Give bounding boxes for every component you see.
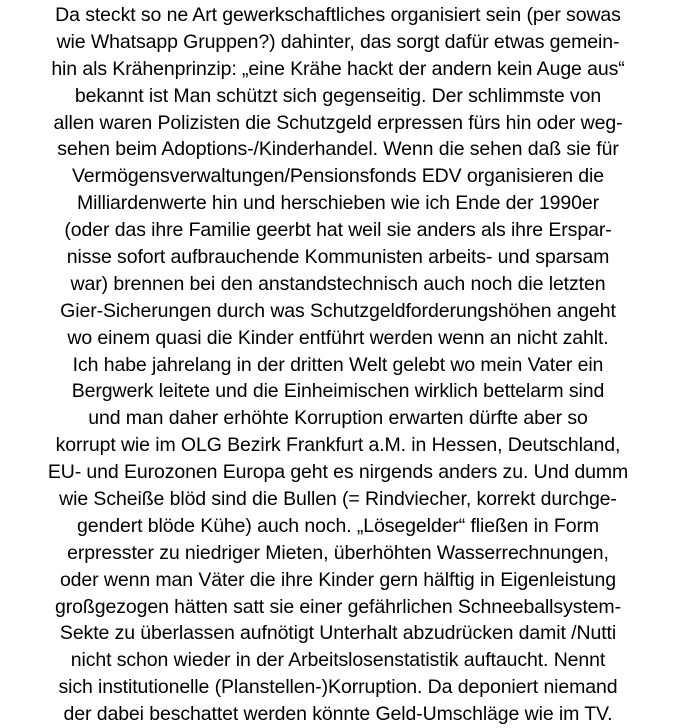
text-line: gendert blöde Kühe) auch noch. „Lösegelder“ fließen in Form bbox=[77, 514, 599, 537]
text-line: Vermögensverwaltungen/Pensionsfonds EDV organisieren die bbox=[71, 165, 605, 188]
text-line: Bergwerk leitete und die Einheimischen wirklich bettelarm sind bbox=[71, 380, 605, 403]
text-line: nisse sofort aufbrauchende Kommunisten arbeits- und sparsam bbox=[66, 246, 610, 269]
text-line: wie Whatsapp Gruppen?) dahinter, das sorgt dafür etwas gemein- bbox=[56, 30, 620, 53]
text-line: allen waren Polizisten die Schutzgeld erpressen fürs hin oder weg- bbox=[53, 111, 623, 134]
text-line: wo einem quasi die Kinder entführt werden wenn an nicht zahlt. bbox=[67, 326, 609, 349]
text-line: wie Scheiße blöd sind die Bullen (= Rindviecher, korrekt durchge- bbox=[59, 488, 617, 511]
text-line: erpresster zu niedriger Mieten, überhöhten Wasserrechnungen, bbox=[67, 541, 609, 564]
text-line: Milliardenwerte hin und herschieben wie ich Ende der 1990er bbox=[76, 192, 599, 215]
text-line: war) brennen bei den anstandstechnisch auch noch die letzten bbox=[70, 272, 606, 295]
text-line: großgezogen hätten satt sie einer gefährlichen Schneeballsystem- bbox=[55, 595, 621, 618]
text-line: Sekte zu überlassen aufnötigt Unterhalt abzudrücken damit /Nutti bbox=[59, 622, 617, 645]
text-line: und man daher erhöhte Korruption erwarten dürfte aber so bbox=[88, 407, 588, 430]
text-line: bekannt ist Man schützt sich gegenseitig. Der schlimmste von bbox=[74, 84, 602, 107]
text-line: der dabei beschattet werden könnte Geld-Umschläge wie im TV. bbox=[63, 703, 613, 726]
text-line: Gier-Sicherungen durch was Schutzgeldforderungshöhen angeht bbox=[60, 299, 616, 322]
text-line: sich institutionelle (Planstellen-)Korruption. Da deponiert niemand bbox=[58, 676, 618, 699]
text-line: EU- und Eurozonen Europa geht es nirgends anders zu. Und dumm bbox=[47, 461, 629, 484]
text-line: sehen beim Adoptions-/Kinderhandel. Wenn die sehen daß sie für bbox=[57, 138, 619, 161]
text-line: hin als Krähenprinzip: „eine Krähe hackt der andern kein Auge aus“ bbox=[51, 57, 625, 80]
text-line: nicht schon wieder in der Arbeitslosenstatistik auftaucht. Nennt bbox=[70, 649, 606, 672]
text-line: (oder das ihre Familie geerbt hat weil sie anders als ihre Erspar- bbox=[64, 219, 612, 242]
text-line: oder wenn man Väter die ihre Kinder gern hälftig in Eigenleistung bbox=[59, 568, 617, 591]
text-line: Da steckt so ne Art gewerkschaftliches organisiert sein (per sowas bbox=[55, 4, 621, 26]
text-line: Ich habe jahrelang in der dritten Welt gelebt wo mein Vater ein bbox=[72, 353, 604, 376]
text-line: korrupt wie im OLG Bezirk Frankfurt a.M. in Hessen, Deutschland, bbox=[55, 434, 621, 457]
